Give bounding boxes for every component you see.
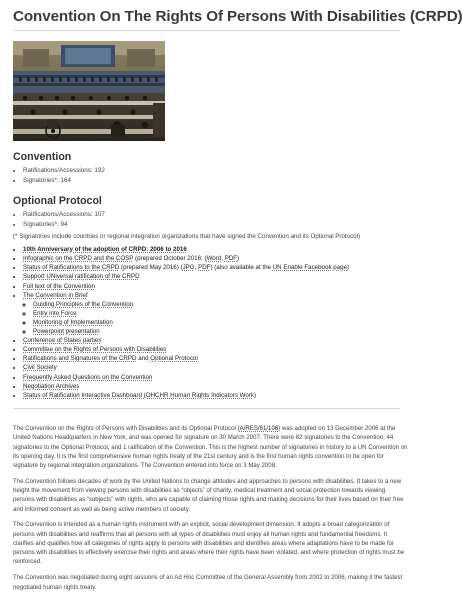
list-item — [23, 383, 403, 392]
list-item — [33, 310, 403, 319]
brief-sublist — [33, 301, 403, 337]
full-text-link[interactable]: Full text of the Convention — [23, 282, 95, 290]
convention-heading: Convention — [13, 151, 72, 163]
committee-link[interactable]: Committee on the Rights of Persons with Disabilities — [23, 346, 167, 354]
paragraph-history: The Convention follows decades of work by the United Nations to change attitudes and approaches to persons with disabilities. It takes to a new height the movement from viewing persons with disabilities as “objects” of charity, medical treatment and social protection towards viewing persons with disabilities as “subjects” with rights, who are capable of claiming those rights and making decisions for their lives based on their free and informed consent as well as being active members of society. — [13, 477, 404, 513]
list-item — [33, 301, 403, 310]
list-item — [23, 292, 403, 337]
status-pdf-link[interactable]: PDF — [198, 264, 211, 272]
title-divider — [13, 30, 400, 31]
infographic-link[interactable]: Infographic on the CRPD and the COSP — [23, 255, 134, 263]
page-title: Convention On The Rights Of Persons With Disabilities (CRPD) — [13, 8, 463, 25]
list-item — [33, 328, 403, 337]
convention-ratifications: • Ratifications/Accessions: 192 — [23, 167, 105, 176]
protocol-ratifications: • Ratifications/Accessions: 107 — [23, 211, 105, 220]
facebook-link[interactable]: UN Enable Facebook page — [272, 264, 348, 272]
faq-link[interactable]: Frequently Asked Questions on the Convention — [23, 373, 153, 381]
archives-link[interactable]: Negotiation Archives — [23, 382, 80, 390]
infographic-pdf-link[interactable]: PDF — [224, 255, 238, 263]
civil-society-link[interactable]: Civil Society — [23, 364, 57, 372]
convention-signatories: • Signatories*: 164 — [23, 177, 105, 186]
paragraph-negotiation: The Convention was negotiated during eight sessions of an Ad Hoc Committee of the General Assembly from 2002 to 2006, making it the fastest negotiated human rights treaty. — [13, 574, 403, 591]
optional-protocol-link[interactable]: Optional Protocol — [150, 355, 198, 363]
ratifications-link[interactable]: Ratifications and Signatures of the CRPD — [23, 355, 137, 363]
resolution-link[interactable]: A/RES/61/106 — [239, 425, 279, 432]
brief-link[interactable]: The Convention in Brief — [23, 291, 88, 299]
list-item — [23, 374, 403, 383]
content-divider — [13, 408, 400, 409]
list-item — [23, 283, 403, 292]
paragraph-instrument: The Convention is intended as a human rights instrument with an explicit, social development dimension. It adopts a broad categorization of persons with disabilities and reaffirms that all persons with all types of disabilities must enjoy all human rights and fundamental freedoms. It clarifies and qualifies how all categories of rights apply to persons with disabilities and identifies areas where adaptations have to be made for persons with disabilities to effectively exercise their rights and areas where their rights have been violated, and where protection of rights must be reinforced. — [13, 521, 405, 566]
status-jpg-link[interactable]: JPG — [182, 264, 195, 272]
protocol-signatories: • Signatories*: 94 — [23, 221, 105, 230]
protocol-stats — [23, 211, 105, 230]
convention-stats — [23, 167, 105, 186]
list-item — [33, 319, 403, 328]
status-link[interactable]: Status of Ratifications to the CRPD — [23, 264, 120, 272]
entry-into-force-link[interactable]: Entry into Force — [33, 309, 77, 317]
list-item: • Ratifications and Signatures of the CRPD and Optional Protocol — [23, 355, 403, 364]
list-item — [23, 364, 403, 373]
list-item — [23, 246, 403, 255]
guiding-principles-link[interactable]: Guiding Principles of the Convention — [33, 300, 134, 308]
support-link[interactable]: Support UNiversal ratification of the CRPD — [23, 273, 140, 281]
conference-link[interactable]: Conference of States parties — [23, 337, 102, 345]
dashboard-link[interactable]: Status of Ratification Interactive Dashboard (OHCHR Human Rights Indicators Work) — [23, 391, 257, 399]
infographic-word-link[interactable]: Word — [206, 255, 222, 263]
convention-links — [23, 246, 403, 401]
list-item: • Status of Ratifications to the CRPD (prepared May 2016) (JPG, PDF) (also available at the UN Enable Facebook page) — [23, 264, 403, 273]
list-item: • Infographic on the CRPD and the COSP (prepared October 2016: (Word, PDF) — [23, 255, 403, 264]
conference-room-photo — [13, 41, 165, 141]
optional-protocol-heading: Optional Protocol — [13, 195, 102, 207]
list-item — [23, 346, 403, 355]
body-text — [13, 424, 408, 598]
monitoring-link[interactable]: Monitoring of Implementation — [33, 318, 113, 326]
signatories-note: (* Signatories include countries or regional integration organizations that have signed the Convention and its Optional Protocol) — [13, 233, 361, 240]
conference-room-image — [13, 41, 165, 141]
anniversary-link[interactable]: 10th Anniversary of the adoption of CRPD: 2006 to 2016 — [23, 246, 187, 253]
paragraph-adoption: The Convention on the Rights of Persons with Disabilities and its Optional Protocol (A/RES/61/106) was adopted on 13 December 2006 at the United Nations Headquarters in New York, and was opened for signature on 30 March 2007. There were 82 signatories to the Convention, 44 signatories to the Optional Protocol, and 1 ratification of the Convention. This is the highest number of signatories in history to a UN Convention on its opening day. It is the first comprehensive human rights treaty of the 21st century and is the first human rights convention to be open for signature by regional integration organizations. The Convention entered into force on 3 May 2008. — [13, 425, 408, 469]
powerpoint-link[interactable]: Powerpoint presentation — [33, 327, 100, 335]
list-item — [23, 392, 403, 401]
list-item — [23, 337, 403, 346]
list-item — [23, 273, 403, 282]
